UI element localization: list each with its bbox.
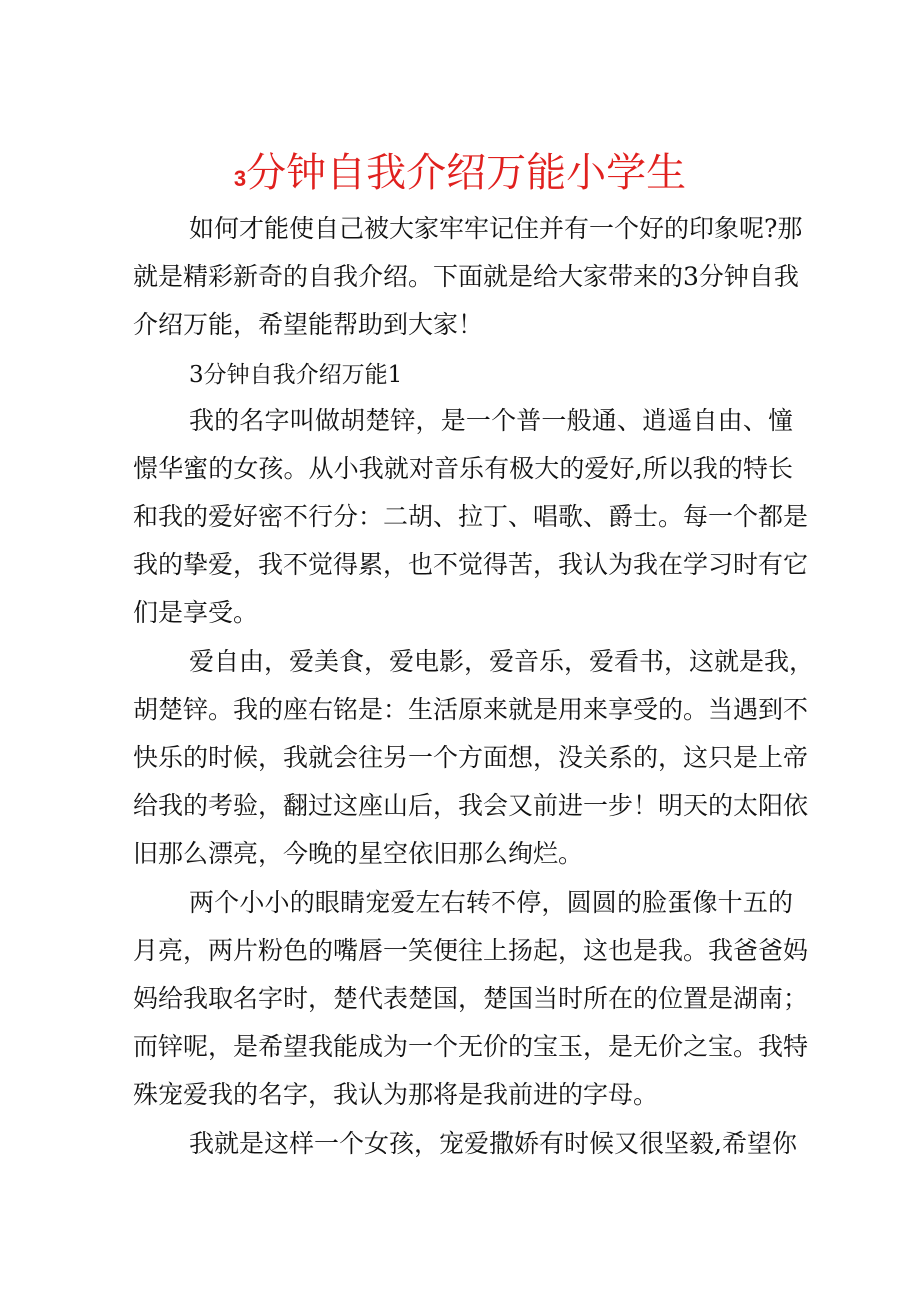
paragraph-line: 和我的爱好密不行分：二胡、拉丁、唱歌、爵士。每一个都是 bbox=[133, 502, 809, 531]
document-title bbox=[0, 146, 920, 206]
paragraph-line: 们是享受。 bbox=[133, 598, 259, 627]
paragraph-line: 我的名字叫做胡楚锌，是一个普一般通、逍遥自由、憧 bbox=[189, 406, 793, 435]
section-heading: 3分钟自我介绍万能1 bbox=[189, 362, 403, 388]
paragraph-line: 两个小小的眼睛宠爱左右转不停，圆圆的脸蛋像十五的 bbox=[189, 888, 793, 917]
paragraph-line: 快乐的时候，我就会往另一个方面想，没关系的，这只是上帝 bbox=[133, 743, 809, 772]
paragraph-line: 憬华蜜的女孩。从小我就对音乐有极大的爱好,所以我的特长 bbox=[133, 454, 793, 483]
paragraph-line: 而锌呢，是希望我能成为一个无价的宝玉，是无价之宝。我特 bbox=[133, 1032, 809, 1061]
paragraph-line: 就是精彩新奇的自我介绍。下面就是给大家带来的3分钟自我 bbox=[133, 262, 799, 291]
paragraph-line: 胡楚锌。我的座右铭是：生活原来就是用来享受的。当遇到不 bbox=[133, 695, 809, 724]
title-number: 3 bbox=[233, 166, 247, 191]
paragraph-line: 我的挚爱，我不觉得累，也不觉得苦，我认为我在学习时有它 bbox=[133, 550, 809, 579]
paragraph-line: 月亮，两片粉色的嘴唇一笑便往上扬起，这也是我。我爸爸妈 bbox=[133, 936, 809, 965]
paragraph-line: 给我的考验，翻过这座山后，我会又前进一步！明天的太阳依 bbox=[133, 791, 809, 820]
paragraph-line: 妈给我取名字时，楚代表楚国，楚国当时所在的位置是湖南； bbox=[133, 984, 809, 1013]
paragraph-line: 爱自由，爱美食，爱电影，爱音乐，爱看书，这就是我， bbox=[189, 647, 815, 676]
paragraph-line: 旧那么漂亮，今晚的星空依旧那么绚烂。 bbox=[133, 839, 584, 868]
paragraph-line: 殊宠爱我的名字，我认为那将是我前进的字母。 bbox=[133, 1080, 659, 1109]
paragraph-line: 我就是这样一个女孩，宠爱撒娇有时候又很坚毅,希望你 bbox=[189, 1129, 797, 1158]
paragraph-line: 如何才能使自己被大家牢牢记住并有一个好的印象呢?那 bbox=[189, 214, 803, 243]
title-text: 分钟自我介绍万能小学生 bbox=[246, 150, 687, 196]
paragraph-line: 介绍万能，希望能帮助到大家！ bbox=[133, 310, 484, 339]
